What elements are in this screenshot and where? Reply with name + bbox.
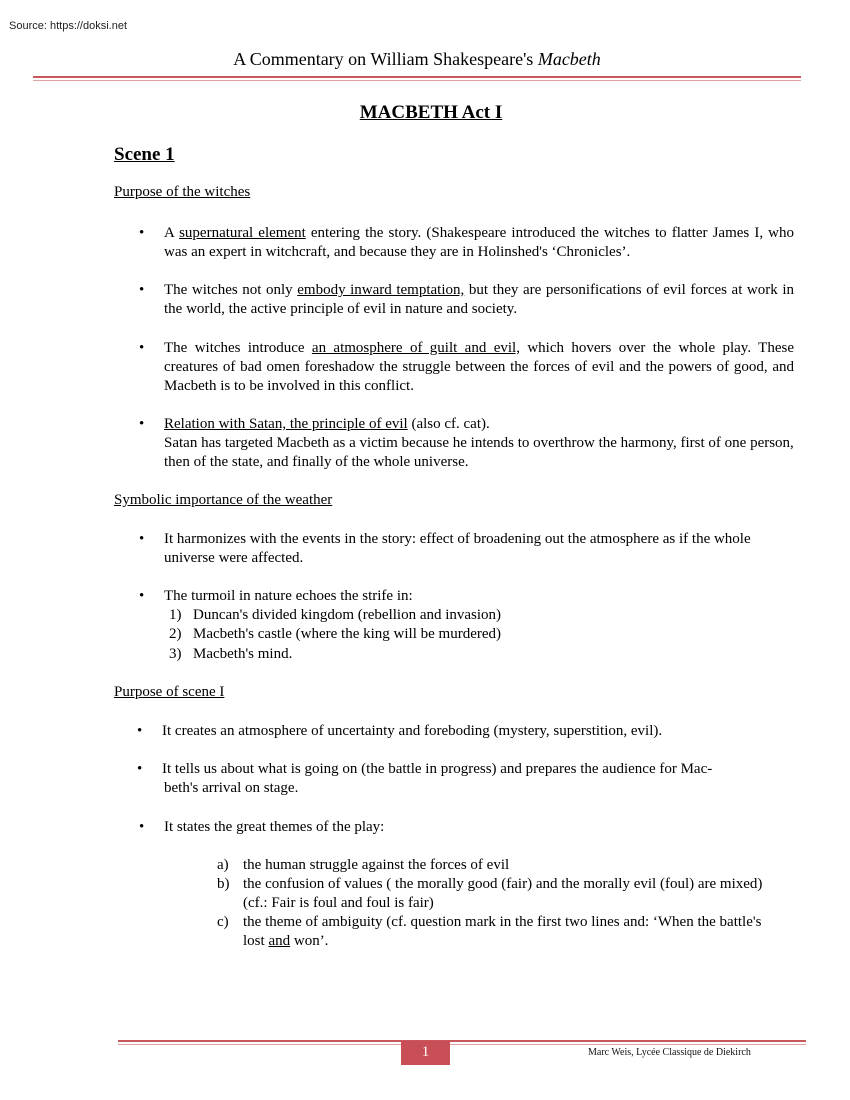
list-item: • It creates an atmosphere of uncertainty and foreboding (mystery, superstition, evil). bbox=[137, 723, 663, 739]
list-item: • The witches not only embody inward temptation, but they are personifications of evil forces at work in the world, the active principle of evil in nature and society. bbox=[139, 282, 794, 317]
bullet-icon: • bbox=[137, 761, 143, 777]
lettered-item: b) the confusion of values ( the morally good (fair) and the morally evil (foul) are mixed) (cf.: Fair is foul and foul is fair) bbox=[217, 876, 763, 911]
list-item: • Relation with Satan, the principle of evil (also cf. cat). Satan has targeted Macbeth as a victim because he intends to overthrow the harmony, first of one person, then of the state, and finally of the whole universe. bbox=[139, 416, 794, 470]
lettered-list bbox=[217, 856, 777, 951]
source-label: Source: https://doksi.net bbox=[9, 20, 128, 32]
page-number: 1 bbox=[401, 1041, 450, 1065]
list-item: • The witches introduce an atmosphere of guilt and evil, which hovers over the whole play. These creatures of bad omen foreshadow the struggle between the forces of evil and the powers of good, and Macbeth is to be involved in this conflict. bbox=[139, 340, 794, 394]
header-title-italic: Macbeth bbox=[537, 49, 601, 69]
numbered-item: 3) Macbeth's mind. bbox=[169, 645, 293, 662]
footer-rule bbox=[118, 1040, 806, 1045]
lettered-item: a) the human struggle against the forces of evil bbox=[217, 857, 510, 873]
numbered-item: 2) Macbeth's castle (where the king will be murdered) bbox=[169, 626, 502, 643]
footer-credit: Marc Weis, Lycée Classique de Diekirch bbox=[588, 1047, 751, 1058]
list-item: • A supernatural element entering the story. (Shakespeare introduced the witches to flatter James I, who was an expert in witchcraft, and because they are in Holinshed's ‘Chronicles’. bbox=[139, 225, 794, 260]
bullet-icon: • bbox=[139, 531, 145, 547]
bullet-icon: • bbox=[139, 340, 145, 356]
bullet-icon: • bbox=[139, 588, 145, 604]
header-title-prefix: A Commentary on William Shakespeare's bbox=[233, 49, 538, 69]
bullet-icon: • bbox=[139, 225, 145, 241]
bullet-icon: • bbox=[139, 819, 145, 835]
scene-heading: Scene 1 bbox=[114, 144, 175, 165]
list-item: • It tells us about what is going on (the battle in progress) and prepares the audience for Mac- beth's arrival on stage. bbox=[137, 761, 713, 796]
act-title: MACBETH Act I bbox=[359, 102, 503, 123]
list-item: • The turmoil in nature echoes the strife in: bbox=[139, 588, 413, 604]
list-item: • It harmonizes with the events in the story: effect of broadening out the atmosphere as if the whole universe were affected. bbox=[139, 531, 751, 566]
bullet-icon: • bbox=[139, 416, 145, 432]
section-label-purpose: Purpose of scene I bbox=[114, 684, 225, 700]
section-label-witches: Purpose of the witches bbox=[114, 184, 251, 200]
bullet-icon: • bbox=[139, 282, 145, 298]
header-rule bbox=[33, 76, 801, 81]
numbered-list bbox=[169, 606, 769, 664]
running-header bbox=[0, 49, 850, 70]
section-label-weather: Symbolic importance of the weather bbox=[114, 492, 333, 508]
bullet-icon: • bbox=[137, 723, 143, 739]
numbered-item: 1) Duncan's divided kingdom (rebellion and invasion) bbox=[169, 607, 502, 623]
list-item: • It states the great themes of the play: bbox=[139, 819, 385, 835]
lettered-item: c) the theme of ambiguity (cf. question mark in the first two lines and: ‘When the battle's lost and won’. bbox=[217, 914, 762, 949]
